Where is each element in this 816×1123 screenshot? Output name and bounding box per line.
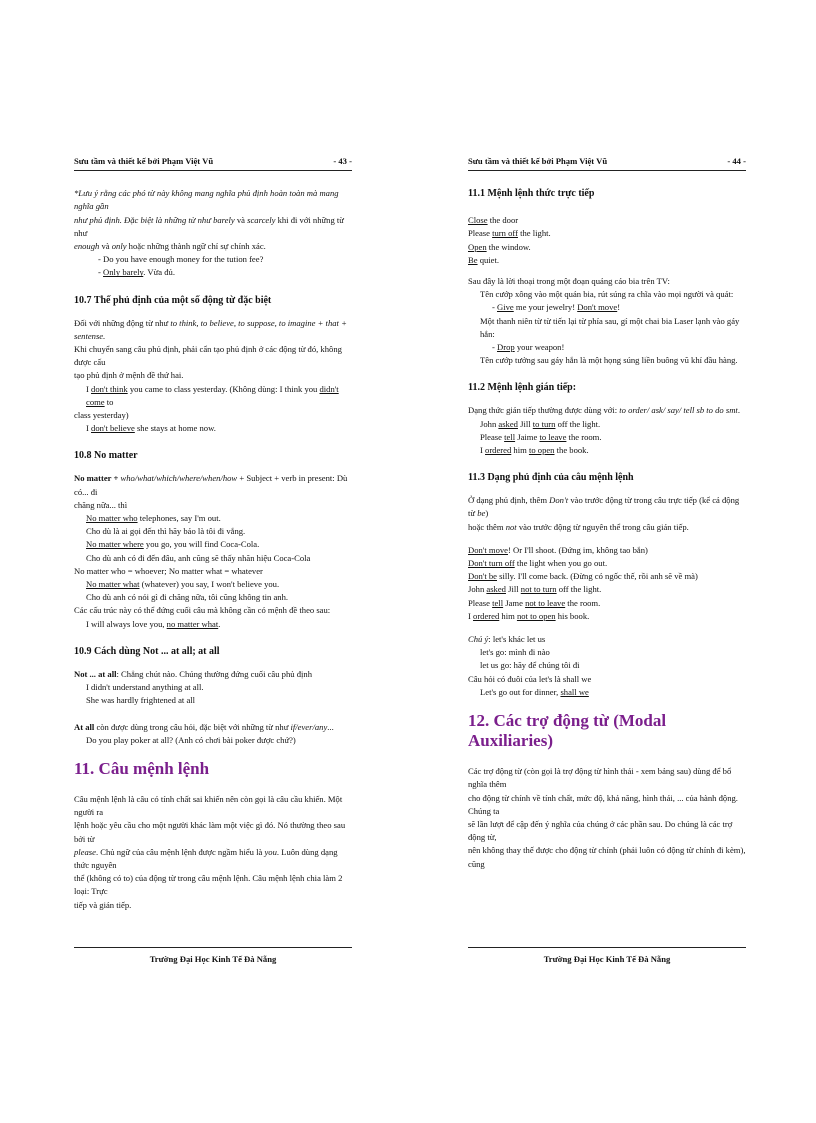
note-term: enough xyxy=(74,241,100,252)
example-underlined: tell xyxy=(492,597,504,608)
example-text: - xyxy=(492,342,498,353)
page-footer: Trường Đại Học Kinh Tế Đà Nẵng xyxy=(74,947,352,964)
body-text: . Luôn dùng dạng thức nguyên xyxy=(74,846,338,870)
body-italic: be xyxy=(477,508,486,519)
chapter-heading-12: 12. Các trợ động từ (Modal Auxiliaries) xyxy=(468,711,667,751)
example-text: I xyxy=(480,445,486,456)
example-underlined: Don't be xyxy=(468,571,497,582)
example-text: off the light. xyxy=(556,584,602,595)
example-underlined: Don't turn off xyxy=(468,558,515,569)
note-term: scarcely xyxy=(247,214,276,225)
example-text: Please xyxy=(468,597,493,608)
example-text: Please xyxy=(480,431,505,442)
body-text: + Subject + verb in present: Dù có... đi xyxy=(74,473,348,497)
example-underlined: asked xyxy=(486,584,506,595)
section-heading-11-2: 11.2 Mệnh lệnh gián tiếp: xyxy=(468,382,577,394)
body-line: Các trợ động từ (còn gọi là trợ động từ hình thái - xem bảng sau) dùng để bổ nghĩa thêm xyxy=(468,766,732,790)
example-line: - Do you have enough money for the tution fee? xyxy=(98,254,264,265)
example-text: Jill xyxy=(517,418,533,429)
body-line: No matter who = whoever; No matter what = whatever xyxy=(74,565,263,576)
example-line: I didn't understand anything at all. xyxy=(86,682,204,693)
body-italic: to think, to believe, to suppose, to imagine + that + sentense. xyxy=(74,317,347,341)
example-text: I will always love you, xyxy=(86,618,167,629)
note-term: barely xyxy=(213,214,235,225)
example-underlined: not to open xyxy=(516,610,556,621)
note-line: Câu hỏi có đuôi của let's là shall we xyxy=(468,673,592,684)
body-line: tạo phủ định ở mệnh đề thứ hai. xyxy=(74,370,184,381)
body-line: cho động từ chính về tính chất, mức độ, khả năng, hình thái, ... của hành động. Chúng ta xyxy=(468,792,738,816)
example-underlined: not to turn xyxy=(520,584,557,595)
body-italic: you xyxy=(264,846,277,857)
example-text: the door xyxy=(487,215,519,226)
example-line: She was hardly frightened at all xyxy=(86,695,196,706)
body-text: Ở dạng phủ định, thêm xyxy=(468,495,550,506)
example-text: telephones, say I'm out. xyxy=(137,513,221,524)
example-text: him xyxy=(499,610,517,621)
example-text: Please xyxy=(468,228,493,239)
example-text: him xyxy=(511,445,529,456)
example-underlined: No matter who xyxy=(86,513,138,524)
note-text: và xyxy=(99,241,112,252)
example-text: off the light. xyxy=(555,418,601,429)
example-underlined: Open xyxy=(468,241,487,252)
page-footer: Trường Đại Học Kinh Tế Đà Nẵng xyxy=(468,947,746,964)
body-text: . xyxy=(737,405,740,416)
body-line: Câu mệnh lệnh là câu có tính chất sai khiến nên còn gọi là câu cầu khiến. Một người ra xyxy=(74,793,343,818)
section-heading-10-7: 10.7 Thể phủ định của một số động từ đặc biệt xyxy=(74,294,272,306)
example-underlined: don't believe xyxy=(91,423,135,434)
body-text: vào trước động từ nguyên thể trong câu gián tiếp. xyxy=(516,521,689,532)
example-underlined: No matter what xyxy=(86,579,140,590)
body-text: : Chẳng chút nào. Chúng thường đứng cuối câu phủ định xyxy=(116,668,312,679)
example-text: your weapon! xyxy=(514,342,565,353)
note-text: : let's khác let us xyxy=(488,634,546,645)
body-italic: not xyxy=(505,521,517,532)
body-italic: please xyxy=(74,846,96,857)
example-underlined: asked xyxy=(498,418,518,429)
note-text: và xyxy=(234,214,248,225)
body-line: nên không thay thế được cho động từ chính (phải luôn có động từ chính đi kèm), cũng xyxy=(468,845,746,869)
section-heading-11-1: 11.1 Mệnh lệnh thức trực tiếp xyxy=(468,188,595,200)
example-underlined: Don't move xyxy=(577,302,618,313)
body-line: Một thanh niên từ từ tiến lại từ phía sau, gí một chai bia Laser lạnh vào gáy hắn: xyxy=(480,315,740,339)
example-underlined: Give xyxy=(497,302,514,313)
body-text: ... xyxy=(327,721,334,732)
body-text: Dạng thức gián tiếp thường được dùng với: xyxy=(468,405,620,416)
example-line: Do you play poker at all? (Anh có chơi bài poker được chứ?) xyxy=(86,734,296,745)
body-line: Tên cướp tưởng sau gáy hắn là một họng súng liền buông vũ khí đầu hàng. xyxy=(480,355,738,366)
example-underlined: ordered xyxy=(485,445,512,456)
section-heading-10-9: 10.9 Cách dùng Not ... at all; at all xyxy=(74,645,220,657)
body-text: . Chủ ngữ của câu mệnh lệnh được ngầm hiểu là xyxy=(95,846,265,857)
example-text: you came to class yesterday. (Không dùng: I think you xyxy=(127,383,320,394)
right-page xyxy=(468,155,746,871)
section-heading-11-3: 11.3 Dạng phủ định của câu mệnh lệnh xyxy=(468,472,634,484)
example-text: John xyxy=(468,584,487,595)
body-line: Khi chuyển sang câu phủ định, phải cẩn tạo phủ định ở các động từ đó, không được cấu xyxy=(74,344,342,368)
section-heading-10-8: 10.8 No matter xyxy=(74,450,138,462)
example-text: Jame xyxy=(503,597,526,608)
example-text: to xyxy=(104,396,114,407)
example-text: the book. xyxy=(554,445,589,456)
body-line: Tên cướp xông vào một quán bia, rút súng ra chĩa vào mọi người và quát: xyxy=(480,289,734,300)
body-line: thể (không có to) của động từ trong câu mệnh lệnh. Câu mệnh lệnh chia làm 2 loại: Trực xyxy=(74,873,343,897)
example-underlined: turn off xyxy=(492,228,518,239)
example-underlined: Close xyxy=(468,215,488,226)
example-text: his book. xyxy=(555,610,590,621)
body-line: Các cấu trúc này có thể đứng cuối câu mà không cần có mệnh đề theo sau: xyxy=(74,605,331,616)
example-text: - xyxy=(492,302,498,313)
chapter-heading-11: 11. Câu mệnh lệnh xyxy=(74,758,210,778)
example-text: Jill xyxy=(505,584,521,595)
example-underlined: no matter what xyxy=(166,618,219,629)
header-author: Sưu tầm và thiết kế bởi Phạm Việt Vũ xyxy=(74,156,214,166)
example-text: the room. xyxy=(566,431,602,442)
example-text: quiet. xyxy=(477,254,500,265)
example-underlined: didn't come xyxy=(86,383,339,407)
note-text: như phủ định. Đặc biệt là những từ như xyxy=(74,214,214,225)
body-text: vào trước động từ trong câu trực tiếp (kể cả động từ xyxy=(468,495,740,519)
note-line: let's go: mình đi nào xyxy=(480,647,550,658)
example-text: ! xyxy=(617,302,621,313)
note-line: let us go: hãy để chúng tôi đi xyxy=(480,660,580,671)
body-bold: At all xyxy=(74,721,95,732)
note-line: *Lưu ý rằng các phó từ này không mang nghĩa phủ định hoàn toàn mà mang nghĩa gần xyxy=(74,188,339,212)
translation-line: Cho dù là ai gọi đến thì hãy bảo là tôi đi vắng. xyxy=(86,526,246,537)
translation-line: Cho dù anh có nói gì đi chăng nữa, tôi cũng không tin anh. xyxy=(86,592,289,603)
note-text: khi đi với những từ như xyxy=(74,214,344,238)
example-underlined: don't think xyxy=(91,383,128,394)
example-text: . xyxy=(218,618,221,629)
example-text: the window. xyxy=(486,241,531,252)
translation-line: Cho dù anh có đi đến đâu, anh cũng sẽ thấy nhãn hiệu Coca-Cola xyxy=(86,552,311,563)
example-text: the room. xyxy=(565,597,601,608)
example-text: ! Or I'll shoot. (Đứng im, không tao bắn) xyxy=(507,544,648,555)
example-text: she stays at home now. xyxy=(134,423,216,434)
example-text: (whatever) you say, I won't believe you. xyxy=(139,579,280,590)
left-page xyxy=(74,155,352,912)
example-text: the light when you go out. xyxy=(514,558,608,569)
example-line: class yesterday) xyxy=(74,410,129,421)
example-text: silly. I'll come back. (Đừng có ngốc thế, rồi anh sẽ về mà) xyxy=(497,571,698,582)
example-underlined: to leave xyxy=(539,431,567,442)
example-text: I xyxy=(468,610,474,621)
example-text: John xyxy=(480,418,499,429)
page-header xyxy=(74,155,352,171)
body-bold: Not ... at all xyxy=(74,668,117,679)
note-label: Chú ý xyxy=(468,634,489,645)
body-bold: No matter + xyxy=(74,473,119,484)
example-text: I xyxy=(86,383,92,394)
example-underlined: Drop xyxy=(497,342,515,353)
example-underlined: tell xyxy=(504,431,516,442)
example-text: the light. xyxy=(517,228,551,239)
example-underlined: not to leave xyxy=(525,597,566,608)
note-text: hoặc những thành ngữ chỉ sự chính xác. xyxy=(126,241,266,252)
body-italic: if/ever/any xyxy=(290,721,328,732)
example-underlined: Be xyxy=(468,254,478,265)
body-line: Sau đây là lời thoại trong một đoạn quảng cáo bia trên TV: xyxy=(468,276,670,287)
page-number: - 43 - xyxy=(333,156,352,166)
body-line: chăng nữa... thì xyxy=(74,499,128,510)
page-header xyxy=(468,155,746,171)
example-underlined: No matter where xyxy=(86,539,144,550)
body-italic: to order/ ask/ say/ tell sb to do smt xyxy=(619,405,738,416)
body-text: hoặc thêm xyxy=(468,521,506,532)
example-underlined: shall we xyxy=(560,686,589,697)
body-italic: who/what/which/where/when/how xyxy=(118,473,238,484)
body-text: ) xyxy=(485,508,489,519)
body-line: tiếp và gián tiếp. xyxy=(74,899,132,910)
example-underlined: ordered xyxy=(473,610,500,621)
body-line: lệnh hoặc yêu cầu cho một người khác làm một việc gì đó. Nó thường theo sau bởi từ xyxy=(74,820,346,844)
example-text: you go, you will find Coca-Cola. xyxy=(143,539,260,550)
note-term: only xyxy=(111,241,127,252)
example-underlined: Don't move xyxy=(468,544,508,555)
header-author: Sưu tầm và thiết kế bởi Phạm Việt Vũ xyxy=(468,156,608,166)
example-text: I xyxy=(86,423,92,434)
example-underlined: Only barely xyxy=(103,267,144,278)
example-underlined: to turn xyxy=(532,418,556,429)
example-text: . Vừa đủ. xyxy=(143,267,175,278)
example-text: Let's go out for dinner, xyxy=(480,686,561,697)
example-text: Jaime xyxy=(515,431,540,442)
body-line: sẽ lần lượt để cập đến ý nghĩa của chúng ở các phần sau. Do chúng là các trợ động từ, xyxy=(468,818,733,843)
page-number: - 44 - xyxy=(727,156,746,166)
body-text: Đối với những động từ như xyxy=(74,317,171,328)
note-paragraph xyxy=(74,187,352,279)
example-text: - xyxy=(98,267,104,278)
body-text: còn được dùng trong câu hỏi, đặc biệt với những từ như xyxy=(94,721,291,732)
example-underlined: to open xyxy=(528,445,555,456)
body-italic: Don't xyxy=(549,495,569,506)
example-text: me your jewelry! xyxy=(513,302,578,313)
